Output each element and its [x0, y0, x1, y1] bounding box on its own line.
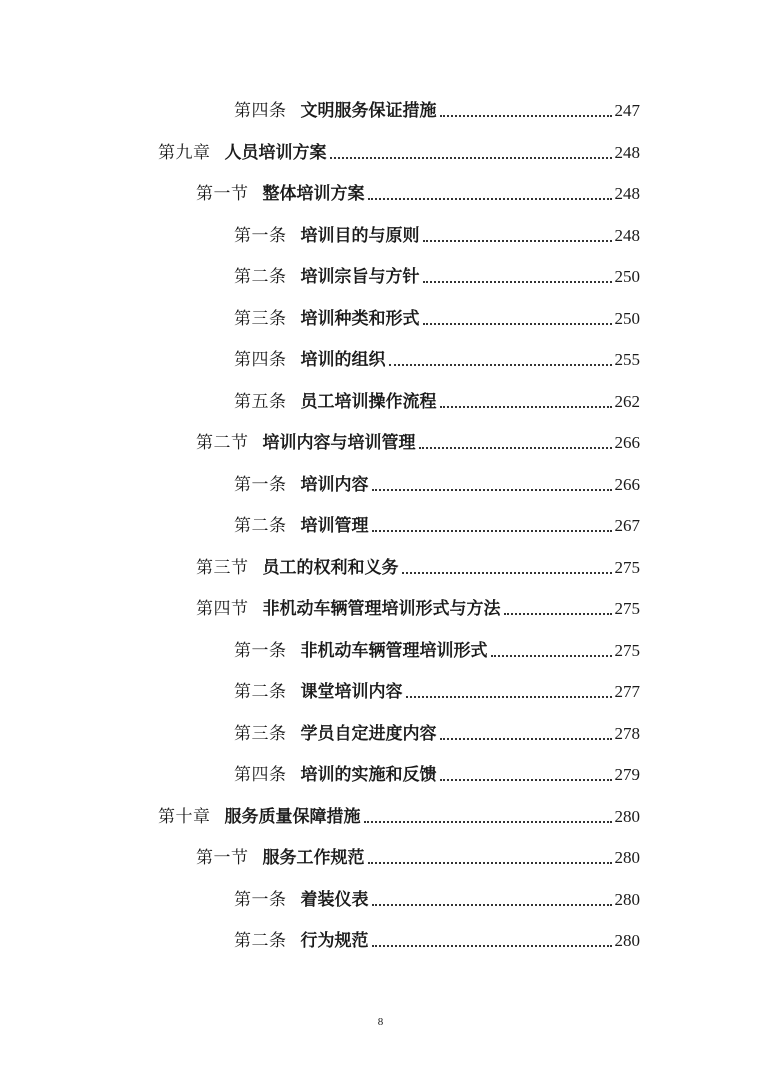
toc-entry[interactable]: [158, 138, 640, 164]
toc-entry-number: 第一节: [196, 184, 249, 204]
toc-entry-page: 278: [614, 724, 640, 743]
toc-entry-number: 第三节: [196, 558, 249, 578]
toc-dot-leader: [440, 406, 612, 408]
toc-entry-number: 第二节: [196, 433, 249, 453]
toc-dot-leader: [372, 904, 612, 906]
toc-dot-leader: [423, 281, 612, 283]
toc-entry-number: 第四条: [234, 765, 287, 785]
toc-dot-leader: [372, 945, 612, 947]
toc-entry-number: 第三条: [234, 724, 287, 744]
toc-entry[interactable]: [234, 677, 640, 703]
toc-dot-leader: [406, 696, 612, 698]
toc-entry[interactable]: [234, 760, 640, 786]
toc-entry[interactable]: [234, 304, 640, 330]
toc-entry[interactable]: [234, 262, 640, 288]
toc-entry-title: 服务质量保障措施: [224, 807, 361, 827]
toc-dot-leader: [368, 862, 612, 864]
toc-entry-title: 着装仪表: [300, 890, 369, 910]
toc-entry-number: 第二条: [234, 682, 287, 702]
toc-dot-leader: [440, 738, 612, 740]
toc-entry-number: 第四条: [234, 350, 287, 370]
toc-entry[interactable]: [196, 428, 640, 454]
toc-entry-number: 第一条: [234, 475, 287, 495]
toc-entry-title: 培训宗旨与方针: [300, 267, 420, 287]
toc-entry-page: 250: [614, 267, 640, 286]
toc-entry-page: 280: [614, 807, 640, 826]
toc-entry-number: 第一节: [196, 848, 249, 868]
toc-entry[interactable]: [234, 719, 640, 745]
toc-entry[interactable]: [196, 179, 640, 205]
toc-entry-page: 275: [614, 558, 640, 577]
toc-entry[interactable]: [234, 885, 640, 911]
toc-entry-number: 第二条: [234, 516, 287, 536]
toc-entry-page: 280: [614, 890, 640, 909]
toc-entry[interactable]: [234, 96, 640, 122]
page-number: 8: [377, 1016, 384, 1028]
toc-entry-title: 员工培训操作流程: [300, 392, 437, 412]
toc-entry-title: 非机动车辆管理培训形式与方法: [262, 599, 501, 619]
toc-entry-page: 280: [614, 931, 640, 950]
toc-entry-title: 员工的权利和义务: [262, 558, 399, 578]
toc-entry-number: 第一条: [234, 641, 287, 661]
toc-dot-leader: [364, 821, 612, 823]
toc-dot-leader: [372, 530, 612, 532]
toc-entry-title: 培训内容与培训管理: [262, 433, 416, 453]
toc-dot-leader: [419, 447, 612, 449]
toc-entry-title: 培训目的与原则: [300, 226, 420, 246]
toc-dot-leader: [368, 198, 612, 200]
toc-entry-number: 第二条: [234, 267, 287, 287]
toc-entry-title: 培训内容: [300, 475, 369, 495]
toc-entry-page: 248: [614, 143, 640, 162]
toc-dot-leader: [330, 157, 612, 159]
toc-entry-number: 第四节: [196, 599, 249, 619]
toc-entry[interactable]: [234, 387, 640, 413]
toc-dot-leader: [440, 115, 612, 117]
toc-entry-title: 服务工作规范: [262, 848, 365, 868]
toc-entry-number: 第十章: [158, 807, 211, 827]
toc-dot-leader: [504, 613, 612, 615]
toc-entry[interactable]: [234, 636, 640, 662]
toc-entry[interactable]: [234, 926, 640, 952]
toc-entry-page: 267: [614, 516, 640, 535]
toc-entry[interactable]: [158, 802, 640, 828]
toc-dot-leader: [440, 779, 612, 781]
toc-entry-number: 第一条: [234, 890, 287, 910]
toc-entry[interactable]: [234, 345, 640, 371]
toc-entry-title: 培训管理: [300, 516, 369, 536]
toc-entry[interactable]: [196, 594, 640, 620]
toc-entry-page: 255: [614, 350, 640, 369]
toc-entry-title: 课堂培训内容: [300, 682, 403, 702]
toc-entry-page: 266: [614, 475, 640, 494]
toc-entry-title: 文明服务保证措施: [300, 101, 437, 121]
toc-entry-title: 培训的组织: [300, 350, 386, 370]
toc-entry-page: 247: [614, 101, 640, 120]
toc-entry-page: 248: [614, 226, 640, 245]
toc-entry-title: 行为规范: [300, 931, 369, 951]
toc-entry-page: 275: [614, 599, 640, 618]
toc-entry-page: 266: [614, 433, 640, 452]
toc-dot-leader: [423, 240, 612, 242]
toc-entry-title: 非机动车辆管理培训形式: [300, 641, 488, 661]
toc-entry-number: 第一条: [234, 226, 287, 246]
toc-entry[interactable]: [234, 470, 640, 496]
toc-entry-page: 275: [614, 641, 640, 660]
toc-entry-title: 培训种类和形式: [300, 309, 420, 329]
toc-entry[interactable]: [234, 511, 640, 537]
toc-entry-number: 第四条: [234, 101, 287, 121]
toc-entry-title: 培训的实施和反馈: [300, 765, 437, 785]
toc-entry-page: 250: [614, 309, 640, 328]
toc-entry-number: 第三条: [234, 309, 287, 329]
toc-entry[interactable]: [234, 221, 640, 247]
toc-entry-page: 277: [614, 682, 640, 701]
toc-dot-leader: [423, 323, 612, 325]
toc-dot-leader: [491, 655, 612, 657]
toc-entry[interactable]: [196, 553, 640, 579]
toc-entry-title: 学员自定进度内容: [300, 724, 437, 744]
toc-entry-page: 262: [614, 392, 640, 411]
toc-entry-title: 人员培训方案: [224, 143, 327, 163]
toc-entry-number: 第五条: [234, 392, 287, 412]
toc-dot-leader: [389, 364, 612, 366]
toc-dot-leader: [372, 489, 612, 491]
toc-entry-number: 第二条: [234, 931, 287, 951]
toc-entry-page: 280: [614, 848, 640, 867]
toc-entry[interactable]: [196, 843, 640, 869]
toc-entry-number: 第九章: [158, 143, 211, 163]
toc-dot-leader: [402, 572, 612, 574]
toc-entry-title: 整体培训方案: [262, 184, 365, 204]
toc-entry-page: 279: [614, 765, 640, 784]
toc-entry-page: 248: [614, 184, 640, 203]
